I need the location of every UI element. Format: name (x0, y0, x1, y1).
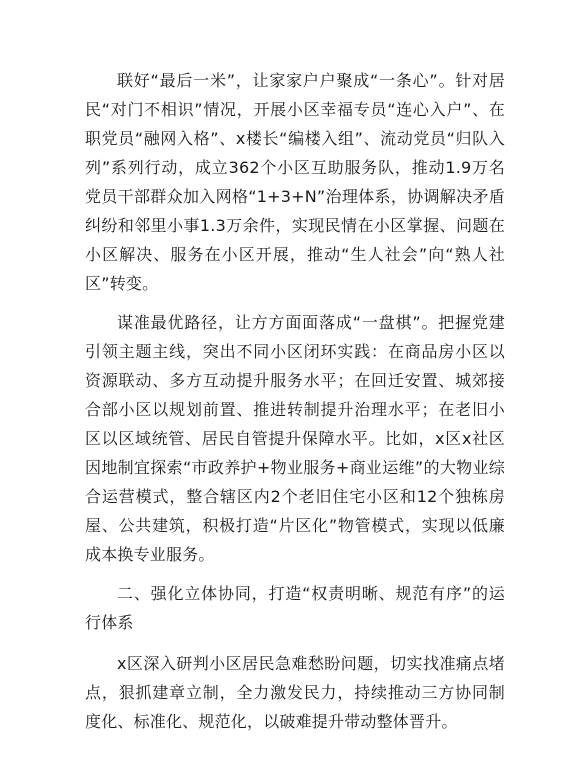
body-paragraph-3: x区深入研判小区居民急难愁盼问题，切实找准痛点堵点，狠抓建章立制，全力激发民力，持续推动三方协同制度化、标准化、规范化，以破难提升带动整体晋升。 (85, 654, 505, 731)
body-paragraph-1: 联好“最后一米”，让家家户户聚成“一条心”。针对居民“对门不相识”情况，开展小区幸福专员“连心入户”、在职党员“融网入格”、x楼长“编楼入组”、流动党员“归队入列”系列行动，成立362个小区互助服务队，推动1.9万名党员干部群众加入网格“1+3+N”治理体系，协调解决矛盾纠纷和邻里小事1.3万余件，实现民情在小区掌握、问题在小区解决、服务在小区开展，推动“生人社会”向“熟人社区”转变。 (85, 71, 505, 293)
body-paragraph-2: 谋准最优路径，让方方面面落成“一盘棋”。把握党建引领主题主线，突出不同小区闭环实践：在商品房小区以资源联动、多方互动提升服务水平；在回迁安置、城郊接合部小区以规划前置、推进转制提升治理水平；在老旧小区以区域统管、居民自管提升保障水平。比如，x区x社区因地制宜探索“市政养护+物业服务+商业运维”的大物业综合运营模式，整合辖区内2个老旧住宅小区和12个独栋房屋、公共建筑，积极打造“片区化”物管模式，实现以低廉成本换专业服务。 (85, 313, 505, 564)
section-heading: 二、强化立体协同，打造“权责明晰、规范有序”的运行体系 (85, 584, 505, 632)
document-body (85, 66, 505, 736)
